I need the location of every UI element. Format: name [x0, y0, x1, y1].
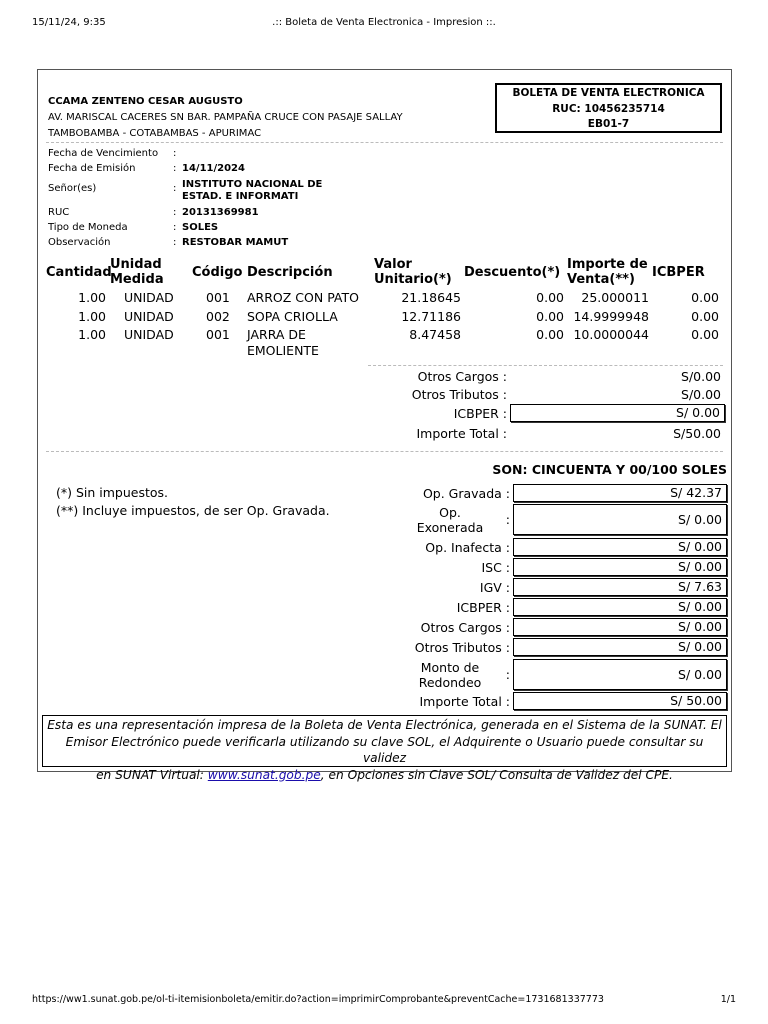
- th-codigo: Código: [192, 265, 243, 280]
- label-line: Exonerada: [416, 520, 484, 535]
- disclaimer-line: Esta es una representación impresa de la Boleta de Venta Electrónica, generada en el Sistema de la SUNAT. El: [47, 718, 722, 732]
- divider: [46, 451, 723, 452]
- sub-importe-total-value: S/50.00: [673, 426, 721, 441]
- cell-cantidad: 1.00: [78, 290, 106, 305]
- info-label: Fecha de Vencimiento: [48, 148, 159, 159]
- footnotes: [56, 484, 330, 520]
- legal-disclaimer: [42, 715, 727, 782]
- cell-descuento: 0.00: [536, 290, 564, 305]
- info-label: Fecha de Emisión: [48, 163, 136, 174]
- label-line: Redondeo: [418, 675, 482, 690]
- info-value-line: INSTITUTO NACIONAL DE: [182, 179, 323, 190]
- cell-line: EMOLIENTE: [247, 343, 319, 358]
- cell-unidad: UNIDAD: [124, 290, 174, 305]
- th-line: Valor: [374, 257, 412, 272]
- cell-valor: 8.47458: [409, 327, 461, 342]
- cell-valor: 21.18645: [401, 290, 461, 305]
- label-line: Op.: [439, 505, 461, 520]
- cell-descripcion: [247, 290, 359, 306]
- print-page-title: .:: Boleta de Venta Electronica - Impresion ::.: [272, 17, 496, 28]
- th-valor-unitario: [374, 257, 452, 287]
- info-value-line: ESTAD. E INFORMATI: [182, 191, 299, 202]
- isc-box: S/ 0.00: [513, 558, 727, 576]
- cell-line: JARRA DE: [247, 327, 306, 342]
- print-header: [32, 17, 736, 31]
- th-icbper: ICBPER: [652, 265, 705, 280]
- otros-cargos-box: S/ 0.00: [513, 618, 727, 636]
- info-label: Tipo de Moneda: [48, 222, 128, 233]
- monto-redondeo-label: [398, 660, 502, 690]
- th-line: Unitario(*): [374, 272, 452, 287]
- cell-descripcion: [247, 327, 319, 359]
- th-line: Unidad: [110, 257, 162, 272]
- print-url: https://ww1.sunat.gob.pe/ol-ti-itemisionboleta/emitir.do?action=imprimirComprobante&preventCache=1731681337773: [32, 994, 604, 1005]
- info-value: SOLES: [182, 222, 219, 233]
- icbper-label: ICBPER :: [456, 600, 510, 615]
- importe-total-box: S/ 50.00: [513, 692, 727, 710]
- cell-line: ARROZ CON PATO: [247, 290, 359, 305]
- icbper-box: S/ 0.00: [513, 598, 727, 616]
- th-line: Venta(**): [567, 272, 635, 287]
- sub-importe-total-label: Importe Total :: [416, 426, 507, 441]
- info-colon: :: [173, 183, 177, 194]
- disclaimer-text: en SUNAT Virtual:: [96, 767, 208, 782]
- info-value: 14/11/2024: [182, 163, 245, 174]
- cell-icbper: 0.00: [691, 309, 719, 324]
- print-footer: [32, 994, 736, 1008]
- cell-unidad: UNIDAD: [124, 327, 174, 342]
- cell-descuento: 0.00: [536, 327, 564, 342]
- cell-cantidad: 1.00: [78, 327, 106, 342]
- cell-codigo: 002: [206, 309, 230, 324]
- th-line: Medida: [110, 272, 164, 287]
- footnote-1: (*) Sin impuestos.: [56, 485, 169, 500]
- issuer-name: CCAMA ZENTENO CESAR AUGUSTO: [48, 96, 243, 107]
- cell-line: SOPA CRIOLLA: [247, 309, 338, 324]
- info-label: Señor(es): [48, 183, 97, 194]
- op-gravada-box: S/ 42.37: [513, 484, 727, 502]
- boleta-document: [37, 69, 732, 782]
- cell-unidad: UNIDAD: [124, 309, 174, 324]
- cell-importe: 25.000011: [581, 290, 649, 305]
- monto-redondeo-colon: :: [505, 667, 510, 682]
- otros-cargos-label: Otros Cargos :: [420, 620, 510, 635]
- cell-codigo: 001: [206, 327, 230, 342]
- importe-total-label: Importe Total :: [419, 694, 510, 709]
- cell-icbper: 0.00: [691, 290, 719, 305]
- document-number: EB01-7: [587, 118, 630, 130]
- otros-tributos-label: Otros Tributos :: [414, 640, 510, 655]
- sub-otros-cargos-label: Otros Cargos :: [417, 369, 507, 384]
- info-colon: :: [173, 148, 177, 159]
- monto-redondeo-box: S/ 0.00: [513, 659, 727, 690]
- info-colon: :: [173, 237, 177, 248]
- th-cantidad: Cantidad: [46, 265, 112, 280]
- info-value: 20131369981: [182, 207, 259, 218]
- info-colon: :: [173, 163, 177, 174]
- op-exonerada-label: [398, 505, 502, 535]
- th-unidad-medida: [110, 257, 164, 287]
- op-inafecta-box: S/ 0.00: [513, 538, 727, 556]
- print-page-number: 1/1: [720, 994, 736, 1005]
- sub-icbper-label: ICBPER :: [453, 406, 507, 421]
- igv-box: S/ 7.63: [513, 578, 727, 596]
- op-exonerada-colon: :: [505, 512, 510, 527]
- op-inafecta-label: Op. Inafecta :: [425, 540, 510, 555]
- op-exonerada-box: S/ 0.00: [513, 504, 727, 535]
- cell-descripcion: [247, 309, 338, 325]
- igv-label: IGV :: [479, 580, 510, 595]
- issuer-location: TAMBOBAMBA - COTABAMBAS - APURIMAC: [48, 128, 262, 139]
- cell-importe: 14.9999948: [573, 309, 649, 324]
- info-value: RESTOBAR MAMUT: [182, 237, 289, 248]
- op-gravada-label: Op. Gravada :: [422, 486, 510, 501]
- print-datetime: 15/11/24, 9:35: [32, 17, 106, 28]
- cell-codigo: 001: [206, 290, 230, 305]
- divider: [46, 142, 723, 143]
- info-colon: :: [173, 207, 177, 218]
- otros-tributos-box: S/ 0.00: [513, 638, 727, 656]
- disclaimer-line: Emisor Electrónico puede verificarla utilizando su clave SOL, el Adquirente o Usuario puede consultar su validez: [65, 734, 704, 765]
- footnote-2: (**) Incluye impuestos, de ser Op. Gravada.: [56, 503, 330, 518]
- amount-in-words: SON: CINCUENTA Y 00/100 SOLES: [492, 462, 727, 477]
- label-line: Monto de: [420, 660, 480, 675]
- isc-label: ISC :: [481, 560, 510, 575]
- cell-valor: 12.71186: [401, 309, 461, 324]
- info-label: Observación: [48, 237, 111, 248]
- sub-icbper-box: S/ 0.00: [510, 404, 725, 422]
- th-line: Importe de: [567, 257, 648, 272]
- issuer-address: AV. MARISCAL CACERES SN BAR. PAMPAÑA CRUCE CON PASAJE SALLAY: [48, 112, 403, 123]
- document-id-box: [495, 83, 722, 133]
- sub-otros-tributos-label: Otros Tributos :: [411, 387, 507, 402]
- th-descuento: Descuento(*): [464, 265, 561, 280]
- sunat-link[interactable]: www.sunat.gob.pe: [207, 767, 321, 782]
- document-type: BOLETA DE VENTA ELECTRONICA: [512, 87, 705, 99]
- th-descripcion: Descripción: [247, 265, 333, 280]
- cell-importe: 10.0000044: [573, 327, 649, 342]
- info-colon: :: [173, 222, 177, 233]
- disclaimer-line: [43, 767, 726, 784]
- cell-descuento: 0.00: [536, 309, 564, 324]
- sub-otros-cargos-value: S/0.00: [681, 369, 721, 384]
- document-ruc: RUC: 10456235714: [552, 102, 665, 115]
- divider: [368, 365, 723, 366]
- info-label: RUC: [48, 207, 70, 218]
- cell-icbper: 0.00: [691, 327, 719, 342]
- issuer-block: [48, 94, 403, 142]
- th-importe-venta: [567, 257, 648, 287]
- sub-otros-tributos-value: S/0.00: [681, 387, 721, 402]
- disclaimer-text: , en Opciones sin Clave SOL/ Consulta de Validez del CPE.: [320, 767, 673, 782]
- cell-cantidad: 1.00: [78, 309, 106, 324]
- info-value: [182, 179, 322, 203]
